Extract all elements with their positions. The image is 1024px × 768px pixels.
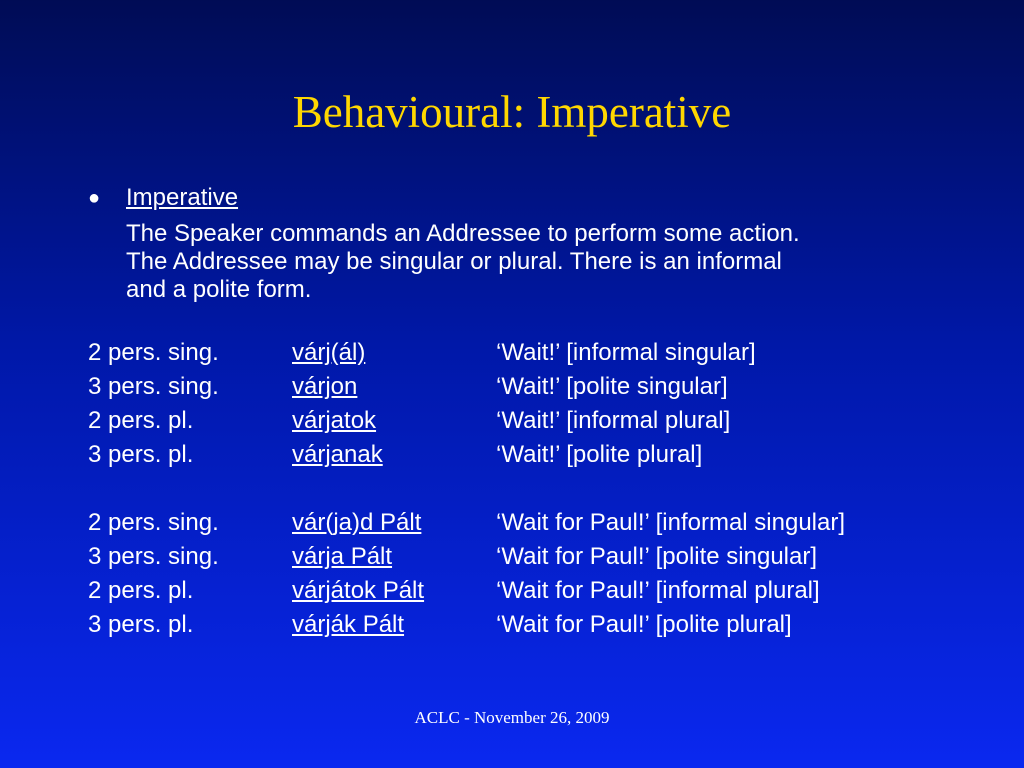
verb-form: várja Pált (292, 543, 393, 570)
gloss: ‘Wait!’ [informal singular] (496, 339, 756, 366)
conjugation-row (88, 543, 988, 577)
bullet-heading: Imperative (126, 184, 239, 211)
conjugation-row (88, 509, 988, 543)
description-line: The Addressee may be singular or plural. There is an informal (126, 248, 782, 275)
description-line: The Speaker commands an Addressee to perform some action. (126, 220, 800, 247)
conjugation-table-wait-for-paul (88, 509, 988, 645)
slide-footer: ACLC - November 26, 2009 (414, 708, 610, 727)
verb-form: várjon (292, 373, 358, 400)
gloss: ‘Wait for Paul!’ [polite plural] (496, 611, 792, 638)
person-label: 3 pers. sing. (88, 373, 219, 400)
person-label: 3 pers. sing. (88, 543, 219, 570)
conjugation-row (88, 577, 988, 611)
conjugation-table-wait (88, 339, 988, 475)
gloss: ‘Wait!’ [polite singular] (496, 373, 728, 400)
gloss: ‘Wait!’ [informal plural] (496, 407, 731, 434)
person-label: 3 pers. pl. (88, 611, 194, 638)
conjugation-row (88, 373, 988, 407)
verb-form: várják Pált (292, 611, 405, 638)
conjugation-row (88, 407, 988, 441)
description-line: and a polite form. (126, 276, 312, 303)
person-label: 2 pers. sing. (88, 509, 219, 536)
verb-form: várjanak (292, 441, 383, 468)
verb-form: vár(ja)d Pált (292, 509, 422, 536)
person-label: 2 pers. pl. (88, 407, 194, 434)
gloss: ‘Wait!’ [polite plural] (496, 441, 703, 468)
gloss: ‘Wait for Paul!’ [polite singular] (496, 543, 818, 570)
conjugation-row (88, 611, 988, 645)
gloss: ‘Wait for Paul!’ [informal plural] (496, 577, 820, 604)
gloss: ‘Wait for Paul!’ [informal singular] (496, 509, 846, 536)
verb-form: várjatok (292, 407, 377, 434)
person-label: 2 pers. pl. (88, 577, 194, 604)
conjugation-row (88, 441, 988, 475)
bullet-description (126, 220, 946, 304)
person-label: 3 pers. pl. (88, 441, 194, 468)
verb-form: várj(ál) (292, 339, 366, 366)
verb-form: várjátok Pált (292, 577, 425, 604)
conjugation-row (88, 339, 988, 373)
person-label: 2 pers. sing. (88, 339, 219, 366)
slide-title: Behavioural: Imperative (292, 87, 732, 137)
bullet-marker: ● (88, 187, 101, 209)
